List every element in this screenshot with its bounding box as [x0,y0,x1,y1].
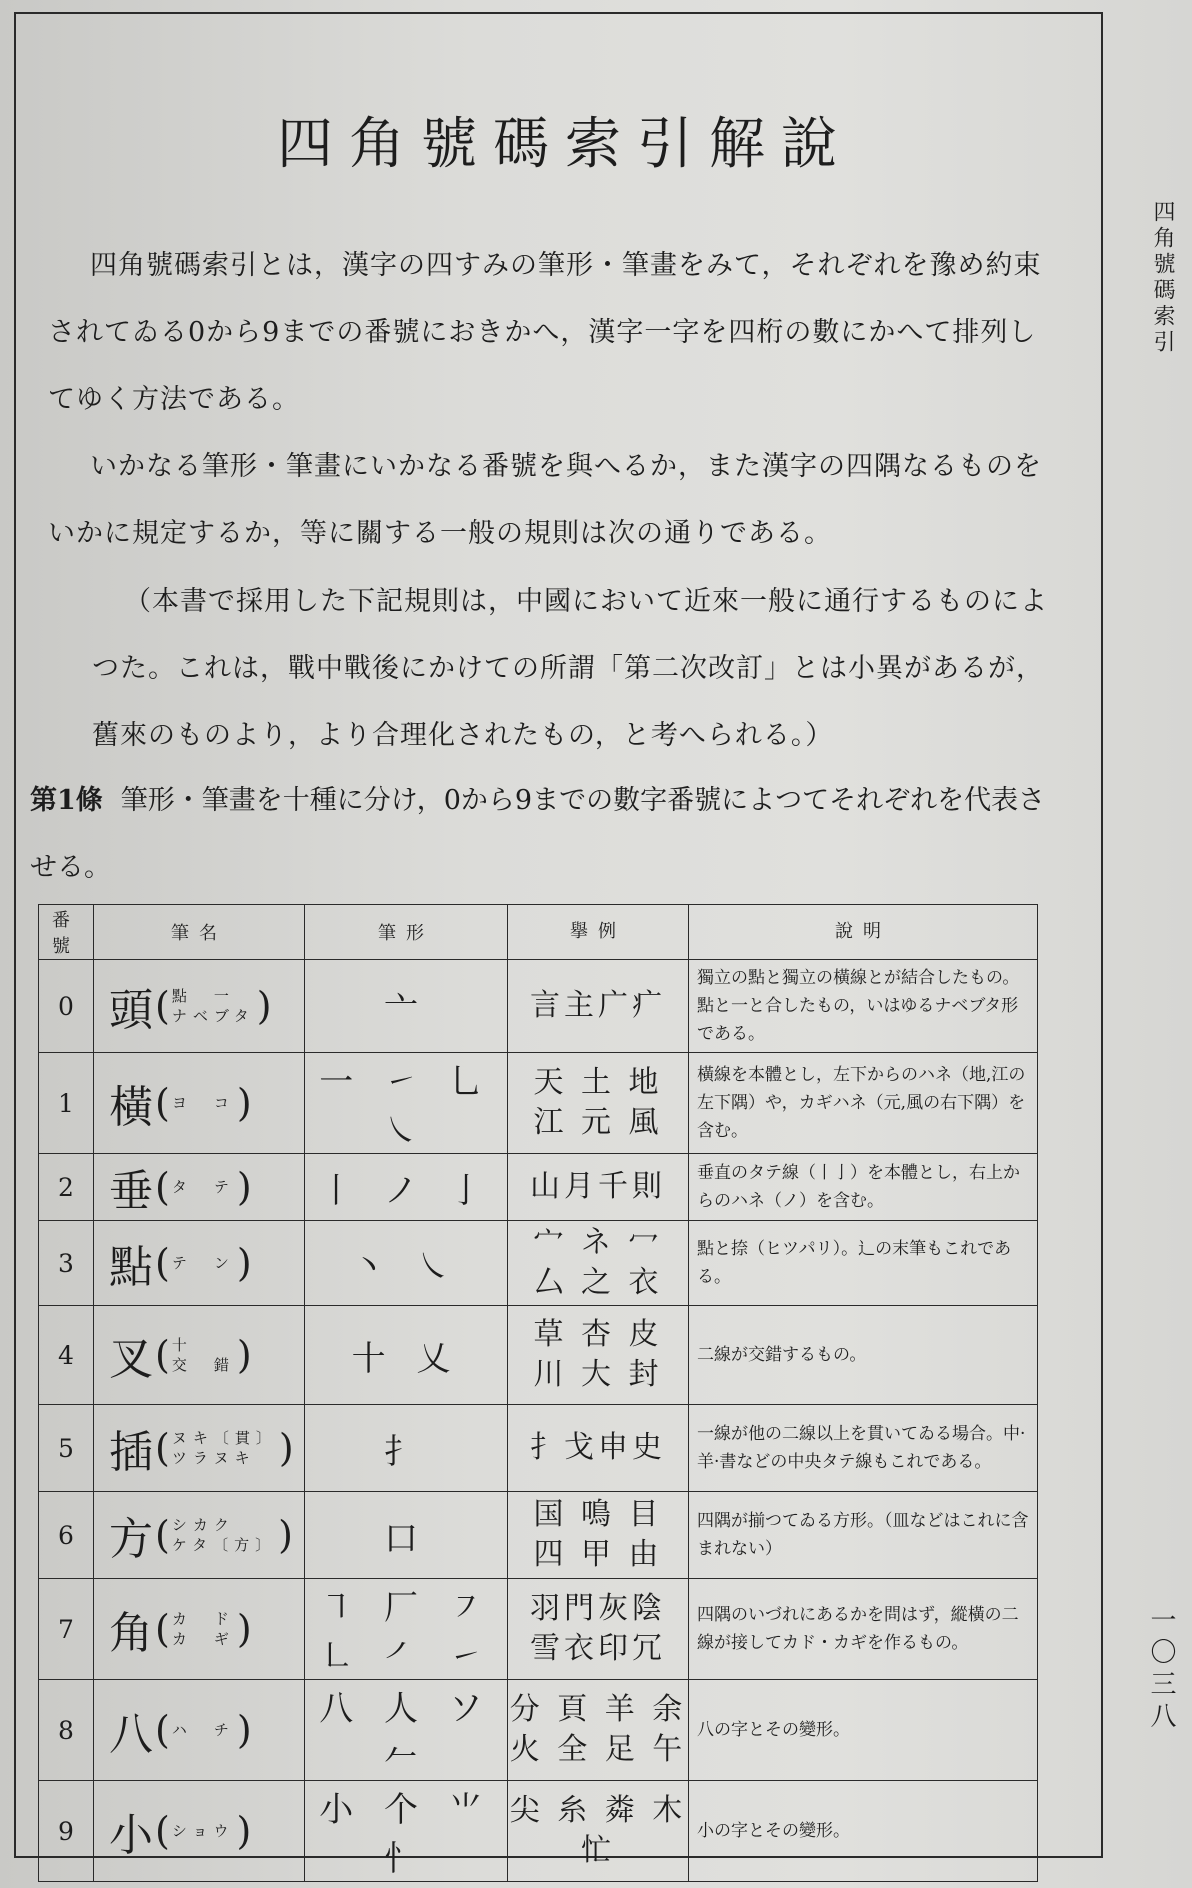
row-number: 3 [39,1221,94,1306]
stroke-name-char: 頭 [109,985,153,1036]
row-stroke-form: 口 [305,1492,508,1579]
header-stroke-name: 筆名 [94,905,305,960]
examples-line-2: 雪衣印冗 [530,1631,666,1666]
stroke-reading [172,1609,235,1649]
examples-line-2: 忙 [581,1833,615,1868]
row-explanation: 二線が交錯するもの。 [689,1306,1038,1405]
row-explanation: 四隅のいづれにあるかを問はず，縱橫の二線が接してカド・カギを作るもの。 [689,1579,1038,1680]
stroke-reading [172,1515,276,1555]
row-stroke-name [94,960,305,1053]
paren-close: ) [236,1607,252,1651]
table-row [39,1154,1038,1221]
row-examples [508,1405,689,1492]
reading-top: ヌキ〔貫〕 [171,1429,277,1447]
stroke-reading [172,1335,235,1375]
reading-top: ショウ [171,1822,235,1840]
row-stroke-name [94,1053,305,1154]
row-stroke-name [94,1680,305,1781]
examples-line-1: 尖 糸 粦 木 [509,1793,687,1828]
paren-close: ) [236,1708,252,1752]
row-explanation: 八の字とその變形。 [689,1680,1038,1781]
row-explanation: 小の字とその變形。 [689,1781,1038,1882]
row-examples [508,1781,689,1882]
row-explanation: 橫線を本體とし，左下からのハネ（地,江の左下隅）や，カギハネ（元,風の右下隅）を含む。 [689,1053,1038,1154]
row-stroke-form: 丨 ノ 亅 [305,1154,508,1221]
row-explanation: 四隅が揃つてゐる方形。（皿などはこれに含まれない） [689,1492,1038,1579]
paragraph-intro: 四角號碼索引とは，漢字の四すみの筆形・筆畫をみて，それぞれを豫め約束されてゐる0から9までの番號におきかへ，漢字一字を四桁の數にかへて排列してゆく方法である。 [48,250,1042,415]
paren-close: ) [236,1333,252,1377]
row-number: 9 [39,1781,94,1882]
reading-bottom: ツラヌキ [171,1449,256,1467]
row-examples [508,960,689,1053]
header-examples: 擧例 [508,905,689,960]
examples-line-1: 言主广疒 [530,988,666,1023]
paren-close: ) [236,1241,252,1285]
stroke-name-char: 垂 [109,1166,153,1217]
stroke-name-char: 插 [109,1427,153,1478]
header-stroke-form: 筆形 [305,905,508,960]
examples-line-1: 国 鳴 目 [533,1497,663,1532]
reading-top: シカク [171,1516,235,1534]
paren-open: ( [155,984,170,1028]
reading-bottom: ナベブタ [171,1007,255,1025]
header-number: 番號 [39,905,94,960]
row-number: 4 [39,1306,94,1405]
paren-open: ( [155,1607,170,1651]
table-row [39,1680,1038,1781]
reading-top: ハ チ [171,1721,235,1739]
stroke-reading [172,986,255,1026]
paragraph-note: （本書で採用した下記規則は，中國において近來一般に通行するものによつた。これは，戰中戰後にかけての所謂「第二次改訂」とは小異があるが，舊來のものより，より合理化されたもの，と考へられる。） [92,586,1048,751]
row-stroke-form: 丶 ㇏ [305,1221,508,1306]
row-stroke-form: 亠 [305,960,508,1053]
row-number: 7 [39,1579,94,1680]
reading-bottom: 交 錯 [171,1356,235,1374]
stroke-name-char: 小 [109,1810,153,1861]
row-stroke-form: 一 ㇀ 乚 ㇏ [305,1053,508,1154]
paragraph-rules: いかなる筆形・筆畫にいかなる番號を與へるか，また漢字の四隅なるものをいかに規定するか，等に關する一般の規則は次の通りである。 [48,451,1042,549]
table-row [39,1492,1038,1579]
row-examples [508,1221,689,1306]
article-1 [30,767,1060,901]
table-row [39,960,1038,1053]
stroke-table [38,904,1038,1882]
reading-top: タ テ [171,1178,235,1196]
row-stroke-name [94,1221,305,1306]
row-number: 2 [39,1154,94,1221]
header-explanation: 說明 [689,905,1038,960]
paren-close: ) [236,1809,252,1853]
stroke-name-char: 叉 [109,1334,153,1385]
table-row [39,1221,1038,1306]
row-stroke-name [94,1579,305,1680]
paren-close: ) [278,1513,293,1557]
table-row [39,1781,1038,1882]
row-examples [508,1680,689,1781]
stroke-reading [172,1428,277,1468]
row-number: 8 [39,1680,94,1781]
paren-close: ) [236,1165,252,1209]
row-examples [508,1492,689,1579]
reading-top: 十 [171,1336,193,1354]
table-row [39,1579,1038,1680]
row-stroke-form: 十 乂 [305,1306,508,1405]
row-examples [508,1306,689,1405]
examples-line-2: 江 元 風 [533,1105,663,1140]
row-stroke-name [94,1154,305,1221]
examples-line-1: 草 杏 皮 [533,1317,663,1352]
reading-top: カ ド [171,1610,235,1628]
row-stroke-name [94,1306,305,1405]
row-stroke-form: 小 个 ⺌ 忄 [305,1781,508,1882]
table-row [39,1306,1038,1405]
table-row [39,1405,1038,1492]
row-stroke-form: ㇕ 厂 ㇇ ㇗ ㇒ ㇀ [305,1579,508,1680]
table-row [39,1053,1038,1154]
page-number: 一〇三八 [1146,1606,1176,1734]
page-title: 四角號碼索引解說 [277,112,853,177]
row-stroke-name [94,1405,305,1492]
row-explanation: 點と捺（ヒツパリ）。辶の末筆もこれである。 [689,1221,1038,1306]
stroke-reading [172,1720,235,1740]
article-text: 筆形・筆畫を十種に分け，0から9までの數字番號によつてそれぞれを代表させる。 [30,785,1046,883]
row-number: 6 [39,1492,94,1579]
row-explanation: 垂直のタテ線（丨亅）を本體とし，右上からのハネ（ノ）を含む。 [689,1154,1038,1221]
paren-close: ) [278,1426,294,1470]
reading-bottom: ケタ〔方〕 [171,1536,277,1554]
paren-open: ( [155,1809,170,1853]
row-explanation: 一線が他の二線以上を貫いてゐる場合。中·羊·書などの中央タテ線もこれである。 [689,1405,1038,1492]
examples-line-1: 扌戈申史 [530,1430,666,1465]
paren-open: ( [155,1165,170,1209]
paren-open: ( [155,1708,170,1752]
row-examples [508,1154,689,1221]
running-head: 四角號碼索引 [1150,200,1175,356]
examples-line-1: 分 頁 羊 余 [509,1692,687,1727]
paren-open: ( [155,1241,170,1285]
stroke-name-char: 點 [109,1242,153,1293]
examples-line-2: 川 大 封 [533,1357,663,1392]
table-header-row [39,905,1038,960]
examples-line-1: 天 土 地 [533,1065,663,1100]
stroke-reading [172,1093,235,1113]
paren-close: ) [256,984,272,1028]
row-stroke-name [94,1781,305,1882]
article-label: 第1條 [30,785,103,816]
row-number: 1 [39,1053,94,1154]
row-number: 0 [39,960,94,1053]
reading-bottom: カ ギ [171,1630,235,1648]
examples-line-1: 羽門灰陰 [530,1591,666,1626]
row-examples [508,1579,689,1680]
row-number: 5 [39,1405,94,1492]
examples-line-2: 火 全 足 午 [509,1732,687,1767]
row-examples [508,1053,689,1154]
examples-line-1: 山月千則 [530,1169,666,1204]
paren-open: ( [155,1333,170,1377]
row-stroke-form: 扌 [305,1405,508,1492]
reading-top: ヨ コ [171,1094,235,1112]
examples-line-1: 宀 ネ 冖 [533,1225,663,1260]
stroke-reading [172,1177,235,1197]
paren-open: ( [155,1081,170,1125]
examples-line-2: 四 甲 由 [533,1537,663,1572]
row-explanation: 獨立の點と獨立の橫線とが結合したもの。點と一と合したもの，いはゆるナベブタ形である。 [689,960,1038,1053]
stroke-name-char: 角 [109,1608,153,1659]
stroke-name-char: 八 [109,1709,153,1760]
row-stroke-form: 八 人 ソ 𠂉 [305,1680,508,1781]
row-stroke-name [94,1492,305,1579]
stroke-name-char: 方 [109,1514,153,1565]
paren-open: ( [155,1426,170,1470]
paren-close: ) [236,1081,252,1125]
reading-top: 點 一 [171,987,235,1005]
reading-top: テ ン [171,1254,235,1272]
examples-line-2: 厶 之 衣 [533,1265,663,1300]
paren-open: ( [155,1513,170,1557]
stroke-reading [172,1821,235,1841]
stroke-name-char: 橫 [109,1082,153,1133]
stroke-reading [172,1253,235,1273]
